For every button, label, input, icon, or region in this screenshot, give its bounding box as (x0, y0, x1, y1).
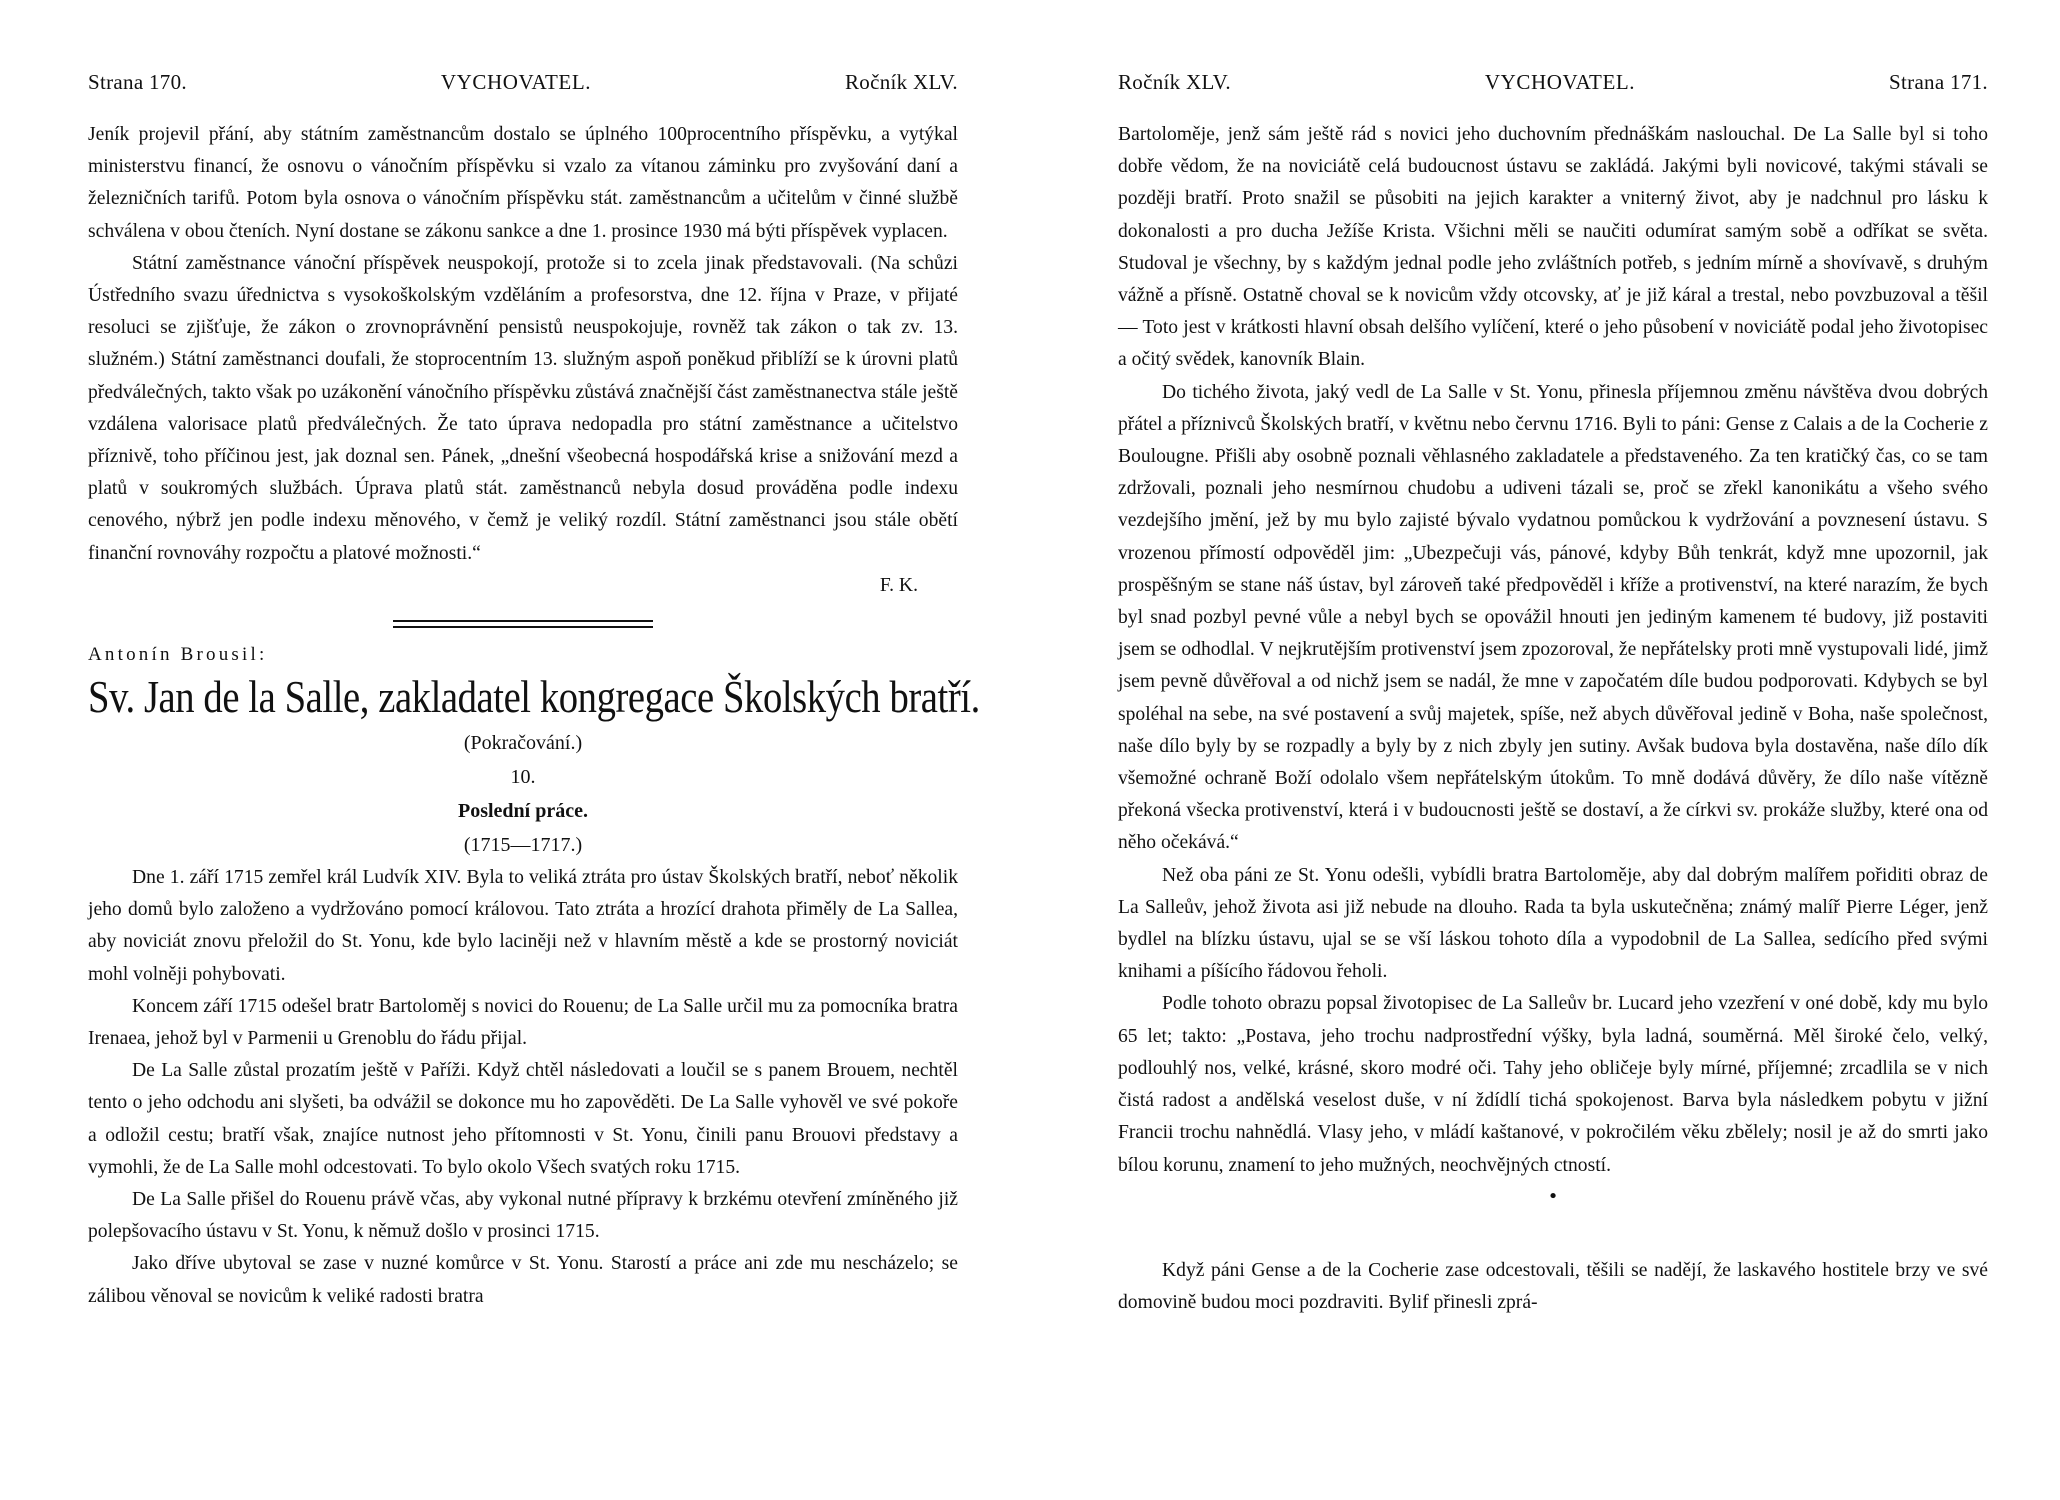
paragraph: Podle tohoto obrazu popsal životopisec de La Salleův br. Lucard jeho vzezření v oné době, kdy mu bylo 65 let; takto: „Postava, jeho trochu nadprostřední výšky, byla ladná, souměrná. Měl široké čelo, velký, podlouhlý nos, velké, krásné, skoro modré oči. Tahy jeho obličeje byly mírné, příjemné; zrcadlila se v nich čistá radost a andělská veselost duše, v ní ždídlí tichá spokojenost. Barva byla následkem pobytu v jižní Francii trochu nahnědlá. Vlasy jeho, v mládí kaštanové, v pokročilém věku zbělely; nosil je až do smrti jako bílou korunu, znamení to jeho mužných, neochvějných ctností. (1118, 993, 1988, 1176)
continuation-note: (Pokračování.) (463, 732, 583, 755)
journal-title-right: VYCHOVATEL. (1484, 70, 1636, 94)
paragraph: Koncem září 1715 odešel bratr Bartoloměj s novici do Rouenu; de La Salle určil mu za pomocníka bratra Irenaea, jehož byl v Parmenii u Grenoblu do řádu přijal. (88, 995, 958, 1050)
paragraph: Státní zaměstnance vánoční příspěvek neuspokojí, protože si to zcela jinak představovali. (Na schůzi Ústředního svazu úřednictva s vysokoškolským vzděláním a profesorstva, dne 12. října v Praze, v přijaté resoluci se zjišťuje, že zákon o zrovnoprávnění pensistů neuspokojuje, rovněž tak zákon o tak zv. 13. služném.) Státní zaměstnanci doufali, že stoprocentním 13. služným aspoň poněkud přiblíží se k úrovni platů předválečných, takto však po uzákonění vánočního příspěvku zůstává značnější část zaměstnanectva stále ještě vzdálena valorisace platů předválečných. Že tato úprava nedopadla pro státní zaměstnance a učitelstvo příznivě, toho příčinou jest, jak doznal sen. Pánek, „dnešní všeobecná hospodářská krise a snižování mezd a platů v soukromých službách. Úprava platů stát. zaměstnanců nebyla dosud prováděna podle indexu cenového, nýbrž jen podle indexu měnového, v čemž je veliký rozdíl. Státní zaměstnanci jsou stále obětí finanční rovnováhy rozpočtu a platové možnosti.“ (88, 252, 958, 564)
volume-left: Ročník XLV. (844, 70, 958, 94)
signature-line (88, 570, 958, 602)
article-title: Sv. Jan de la Salle, zakladatel kongregace Školských bratří. (88, 671, 980, 723)
left-page (88, 70, 980, 1480)
paragraph: Jako dříve ubytoval se zase v nuzné komůrce v St. Yonu. Starostí a práce ani zde mu nescházelo; se zálibou věnoval se novicům k veliké radosti bratra (88, 1253, 958, 1307)
paragraph: Než oba páni ze St. Yonu odešli, vybídli bratra Bartoloměje, aby dal dobrým malířem pořiditi obraz de La Salleův, jehož života asi již nebude na dlouho. Rada ta byla uskutečněna; známý malíř Pierre Léger, jenž bydlel na blízku ústavu, ujal se se vší láskou tohoto díla a vypodobnil de La Sallea, sedícího před svými knihami a píšícího řádovou řeholi. (1118, 864, 1988, 983)
section-bullet: • (1547, 1185, 1559, 1207)
article-author: Antonín Brousil: (88, 644, 268, 666)
signature: F. K. (879, 574, 918, 596)
paragraph: De La Salle zůstal prozatím ještě v Paříži. Když chtěl následovati a loučil se s panem Brouem, nechtěl tento o jeho odchodu ani slyšeti, ba odvážil se dokonce mu ho zapověděti. De La Salle vyhověl ve své pokoře a odložil cestu; bratří však, znajíce nutnost jeho přítomnosti v St. Yonu, činili panu Brouovi představy a vymohli, že de La Salle mohl odcestovati. To bylo okolo Všech svatých roku 1715. (88, 1060, 958, 1178)
paragraph: De La Salle přišel do Rouenu právě včas, aby vykonal nutné přípravy k brzkému otevření zmíněného již polepšovacího ústavu v St. Yonu, k němuž došlo v prosinci 1715. (88, 1189, 958, 1243)
chapter-years: (1715—1717.) (463, 834, 583, 857)
right-page-header (1118, 70, 1988, 95)
chapter-number: 10. (510, 766, 536, 789)
chapter-title: Poslední práce. (458, 800, 588, 823)
double-rule-divider (393, 620, 653, 628)
volume-right: Ročník XLV. (1118, 70, 1231, 94)
paragraph: Bartoloměje, jenž sám ještě rád s novici jeho duchovním přednáškám naslouchal. De La Salle byl si toho dobře vědom, že na noviciátě celá budoucnost ústavu se zakládá. Jakými byli novicové, takými stávali se později bratří. Proto snažil se působiti na jejich karakter a vniterný život, aby je nadchnul pro lásku k dokonalosti a pro ducha Ježíše Krista. Všichni měli se naučiti odumírat samým sobě a odříkat se světa. Studoval je všechny, by s každým jednal podle jeho zvláštních potřeb, s jedním mírně a shovívavě, s druhým vážně a přísně. Ostatně choval se k novicům vždy otcovsky, ať je již káral a trestal, nebo povzbuzoval a těšil — Toto jest v krátkosti hlavní obsah delšího vylíčení, které o jeho působení v noviciátě podal jeho životopisec a očitý svědek, kanovník Blain. (1118, 124, 1988, 371)
paragraph: Když páni Gense a de la Cocherie zase odcestovali, těšili se nadějí, že laskavého hostitele brzy ve své domovině budou moci pozdraviti. Bylif přinesli zprá- (1118, 1259, 1988, 1313)
journal-title-left: VYCHOVATEL. (440, 70, 592, 94)
left-page-header (88, 70, 958, 95)
page-number-left: Strana 170. (88, 70, 187, 94)
paragraph: Dne 1. září 1715 zemřel král Ludvík XIV. Byla to veliká ztráta pro ústav Školských bratří, neboť několik jeho domů bylo založeno a vydržováno pomocí královou. Tato ztráta a hrozící drahota přiměly de La Sallea, aby noviciát znovu přeložil do St. Yonu, kde bylo laciněji než v hlavním městě a kde se prostorný noviciát mohl volněji pohybovati. (88, 867, 958, 985)
paragraph: Jeník projevil přání, aby státním zaměstnancům dostalo se úplného 100procentního příspěvku, a vytýkal ministerstvu financí, že osnovu o vánočním příspěvku si vzalo za vítanou záminku pro zvyšování daní a železničních tarifů. Potom byla osnova o vánočním příspěvku stát. zaměstnancům a učitelům v činné službě schválena v obou čteních. Nyní dostane se zákonu sankce a dne 1. prosince 1930 má býti příspěvek vyplacen. (88, 124, 958, 242)
paragraph: Do tichého života, jaký vedl de La Salle v St. Yonu, přinesla příjemnou změnu návštěva dvou dobrých přátel a příznivců Školských bratří, v květnu nebo červnu 1716. Byli to páni: Gense z Calais a de la Cocherie z Boulougne. Přišli aby osobně poznali věhlasného zakladatele a představeného. Za ten kratičký čas, co se tam zdržovali, poznali jeho nesmírnou chudobu a udiveni tázali se, proč se zřekl kanonikátu a všeho svého vezdejšího jmění, jež by mu bylo zajisté bývalo vydatnou pomůckou k vydržování a povznesení ústavu. S vrozenou přímostí odpověděl jim: „Ubezpečuji vás, pánové, kdyby Bůh tenkrát, když mne upozornil, jak prospěšným se stane náš ústav, byl zároveň také předpověděl i kříže a protivenství, na které narazím, že bych byl snad pozbyl pevné vůle a nebyl bych se opovážil hnouti jen jediným kamenem té budovy, již postaviti jsem se odhodlal. V nejkrutějším protivenství jsem zpozoroval, že nepřátelsky proti mně vystupovali lidé, jimž jsem pevně důvěřoval a od nichž jsem se nadál, že mne v započatém díle budou podporovati. Kdybych se byl spoléhal na sebe, na své postavení a svůj majetek, spíše, než abych důvěřoval jedině v Boha, naše společnost, naše dílo byly by se rozpadly a byly by z nich zbyly jen sutiny. Avšak budova byla dostavěna, naše dílo dík všemožné ochraně Boží odolalo všem nepřátelským útokům. To mně dodává důvěry, že dílo naše vítězně překoná všecka protivenství, která i v budoucnosti ještě se dostaví, a že církvi sv. prokáže služby, které ona od něho očekává.“ (1118, 381, 1988, 854)
page-number-right: Strana 171. (1889, 70, 1988, 94)
right-page (1118, 70, 1988, 1480)
